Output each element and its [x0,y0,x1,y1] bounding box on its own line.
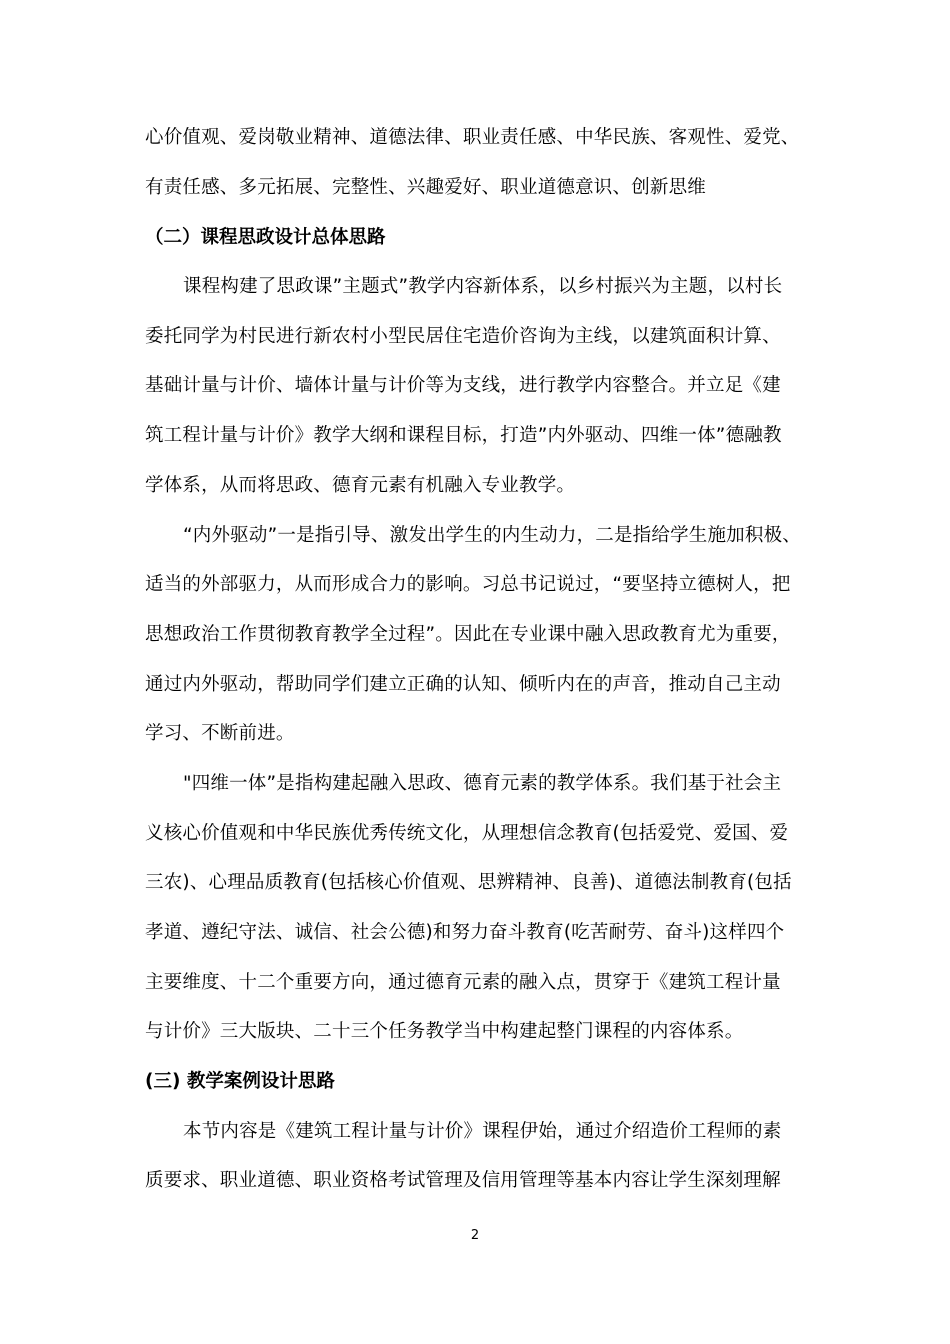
page-number: 2 [470,1228,480,1243]
section-2-p2-line-5: 学习、不断前进。 [145,723,295,744]
section-2-p3-line-4: 孝道、遵纪守法、诚信、社会公德)和努力奋斗教育(吃苦耐劳、奋斗)这样四个 [145,922,785,943]
section-2-p2-line-4: 通过内外驱动，帮助同学们建立正确的认知、倾听内在的声音，推动自己主动 [145,674,781,695]
section-3-heading: (三) 教学案例设计思路 [145,1071,335,1092]
section-2-p3-line-5: 主要维度、十二个重要方向，通过德育元素的融入点，贯穿于《建筑工程计量 [145,972,781,993]
section-2-p1-line-5: 学体系，从而将思政、德育元素有机融入专业教学。 [145,475,576,496]
section-2-p1-line-2: 委托同学为村民进行新农村小型民居住宅造价咨询为主线，以建筑面积计算、 [145,326,781,347]
section-3-p1-line-1: 本节内容是《建筑工程计量与计价》课程伊始，通过介绍造价工程师的素 [183,1121,782,1142]
section-3-p1-line-2: 质要求、职业道德、职业资格考试管理及信用管理等基本内容让学生深刻理解 [145,1170,781,1191]
section-2-p2-line-1: “内外驱动”一是指引导、激发出学生的内生动力，二是指给学生施加积极、 [183,525,801,546]
intro-line-1: 心价值观、爱岗敬业精神、道德法律、职业责任感、中华民族、客观性、爱党、 [145,127,800,148]
section-2-p2-line-2: 适当的外部驱力，从而形成合力的影响。习总书记说过，“要坚持立德树人，把 [145,574,791,595]
section-2-p2-line-3: 思想政治工作贯彻教育教学全过程”。因此在专业课中融入思政教育尤为重要， [145,624,791,645]
section-2-p3-line-1: "四维一体”是指构建起融入思政、德育元素的教学体系。我们基于社会主 [183,773,782,794]
intro-line-2: 有责任感、多元拓展、完整性、兴趣爱好、职业道德意识、创新思维 [145,177,707,198]
section-2-p1-line-1: 课程构建了思政课”主题式”教学内容新体系，以乡村振兴为主题，以村长 [183,276,783,297]
section-2-p3-line-3: 三农)、心理品质教育(包括核心价值观、思辨精神、良善)、道德法制教育(包括 [145,872,792,893]
section-2-p1-line-4: 筑工程计量与计价》教学大纲和课程目标，打造”内外驱动、四维一体”德融教 [145,425,782,446]
section-2-p1-line-3: 基础计量与计价、墙体计量与计价等为支线，进行教学内容整合。并立足《建 [145,375,781,396]
section-2-heading: （二）课程思政设计总体思路 [145,227,386,248]
section-2-p3-line-2: 义核心价值观和中华民族优秀传统文化，从理想信念教育(包括爱党、爱国、爱 [145,823,789,844]
section-2-p3-line-6: 与计价》三大版块、二十三个任务教学当中构建起整门课程的内容体系。 [145,1021,744,1042]
